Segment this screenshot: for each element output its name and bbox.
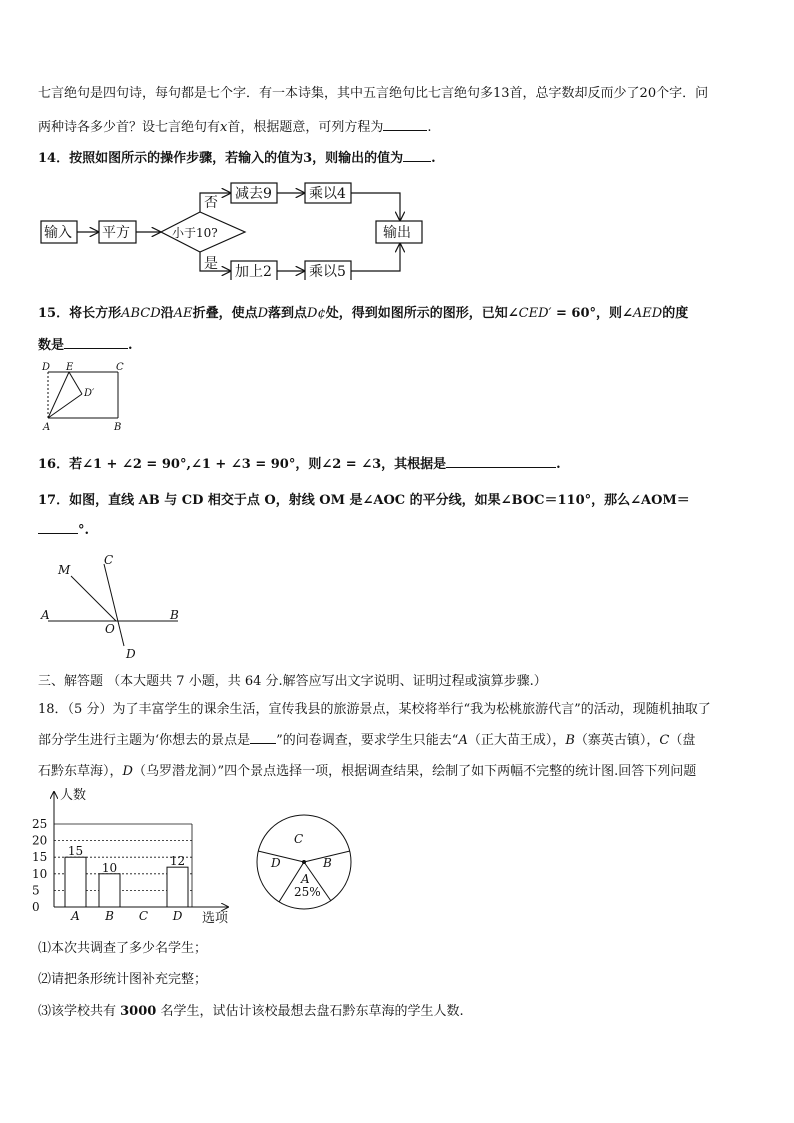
label-sub9: 减去9 [235, 186, 272, 202]
q14-text: 14．按照如图所示的操作步骤，若输入的值为3，则输出的值为 . [38, 151, 436, 166]
label-mul5: 乘以5 [309, 264, 346, 280]
q18-sub1: ⑴本次共调查了多少名学生； [38, 941, 208, 956]
q17-line2: °. [38, 522, 89, 538]
section3-header: 三、解答题 （本大题共 7 小题，共 64 分.解答应写出文字说明、证明过程或演算步骤.） [38, 674, 547, 689]
fig-D: D [42, 362, 51, 373]
q18-sub3: ⑶该学校共有 3000 名学生，试估计该校最想去盘石黔东草海的学生人数. [38, 1004, 464, 1019]
y-tick-label: 15 [32, 850, 48, 865]
x-tick-label: B [105, 909, 114, 923]
label-add2: 加上2 [235, 264, 272, 280]
fig-M: M [58, 563, 71, 577]
q14-flowchart [38, 176, 438, 280]
q13-line1: 七言绝句是四句诗，每句都是七个字．有一本诗集，其中五言绝句比七言绝句多13首，总字数却反而少了20个字．问 [38, 86, 709, 101]
y-tick-label: 25 [32, 817, 48, 831]
answer-blank[interactable] [403, 150, 431, 162]
pie-center [302, 860, 306, 864]
bar-value-label: 10 [101, 860, 118, 875]
q17-line1: 17．如图，直线 AB 与 CD 相交于点 O，射线 OM 是∠AOC 的平分线，如果∠BOC＝110°，那么∠AOM＝ [38, 493, 690, 508]
bar-A [65, 857, 86, 907]
bar-D [167, 867, 188, 907]
fig-A: A [41, 608, 50, 622]
q13-line2: 两种诗各多少首？设七言绝句有x首，根据题意，可列方程为 . [38, 120, 432, 135]
fig-C: C [116, 362, 124, 373]
x-tick-label: C [138, 909, 149, 923]
fig-B: B [170, 608, 179, 622]
label-square: 平方 [102, 225, 130, 241]
bar-B [99, 874, 120, 907]
q15-figure [38, 360, 130, 436]
x-tick-label: A [71, 909, 80, 923]
label-yes: 是 [204, 256, 218, 272]
q18-line2: 部分学生进行主题为‘你想去的景点是 ”的问卷调查，要求学生只能去“A（正大苗王成），B（寨英古镇），C（盘 [38, 733, 696, 748]
fig-D: D [126, 647, 136, 661]
pie-chart [254, 812, 360, 918]
answer-blank[interactable] [446, 456, 556, 468]
q18-line1: 18．（5 分）为了丰富学生的课余生活，宣传我县的旅游景点，某校将举行“我为松桃旅游代言”的活动，现随机抽取了 [38, 702, 711, 717]
label-no: 否 [204, 195, 218, 211]
x-axis-label: 选项 [202, 911, 229, 926]
pie-label-A: A [301, 872, 310, 886]
bar-value-label: 12 [169, 854, 186, 869]
pie-label-B: B [323, 856, 332, 870]
y-tick-label: 5 [32, 883, 40, 898]
fig-Dprime: D′ [84, 388, 95, 399]
q16-text: 16．若∠1 + ∠2 = 90°,∠1 + ∠3 = 90°，则∠2 = ∠3，其根据是 . [38, 457, 561, 472]
label-output: 输出 [383, 225, 411, 241]
bar-value-label: 15 [67, 844, 84, 859]
y-tick-label: 0 [32, 900, 40, 914]
fig-A: A [43, 422, 51, 433]
label-input: 输入 [44, 225, 72, 241]
pie-annotation: 25% [294, 885, 321, 899]
bar-chart [30, 784, 240, 926]
fig-B: B [114, 422, 122, 433]
fig-C: C [104, 553, 114, 567]
answer-blank[interactable] [64, 337, 128, 349]
pie-label-C: C [294, 832, 304, 846]
x-tick-label: D [172, 909, 183, 923]
answer-blank[interactable] [250, 732, 276, 744]
label-mul4: 乘以4 [309, 186, 346, 202]
fig-E: E [66, 362, 74, 373]
var-x: x [220, 120, 228, 135]
pie-label-D: D [271, 856, 281, 870]
y-tick-label: 10 [32, 866, 48, 881]
pie-divider [258, 851, 304, 862]
q18-line3: 石黔东草海），D（乌罗潜龙洞）”四个景点选择一项，根据调查结果，绘制了如下两幅不完整的统计图.回答下列问题 [38, 764, 697, 779]
q15-line2: 数是 . [38, 338, 133, 353]
answer-blank[interactable] [383, 119, 427, 131]
q17-figure [38, 550, 188, 662]
q18-sub2: ⑵请把条形统计图补充完整； [38, 972, 208, 987]
y-tick-label: 20 [32, 833, 48, 848]
answer-blank[interactable] [38, 522, 78, 534]
label-decision: 小于10? [172, 226, 218, 240]
y-axis-label: 人数 [60, 788, 87, 803]
q15-line1: 15．将长方形ABCD沿AE折叠，使点D落到点D¢处，得到如图所示的图形，已知∠CED′ = 60°，则∠AED的度 [38, 306, 689, 321]
fig-O: O [105, 622, 115, 636]
